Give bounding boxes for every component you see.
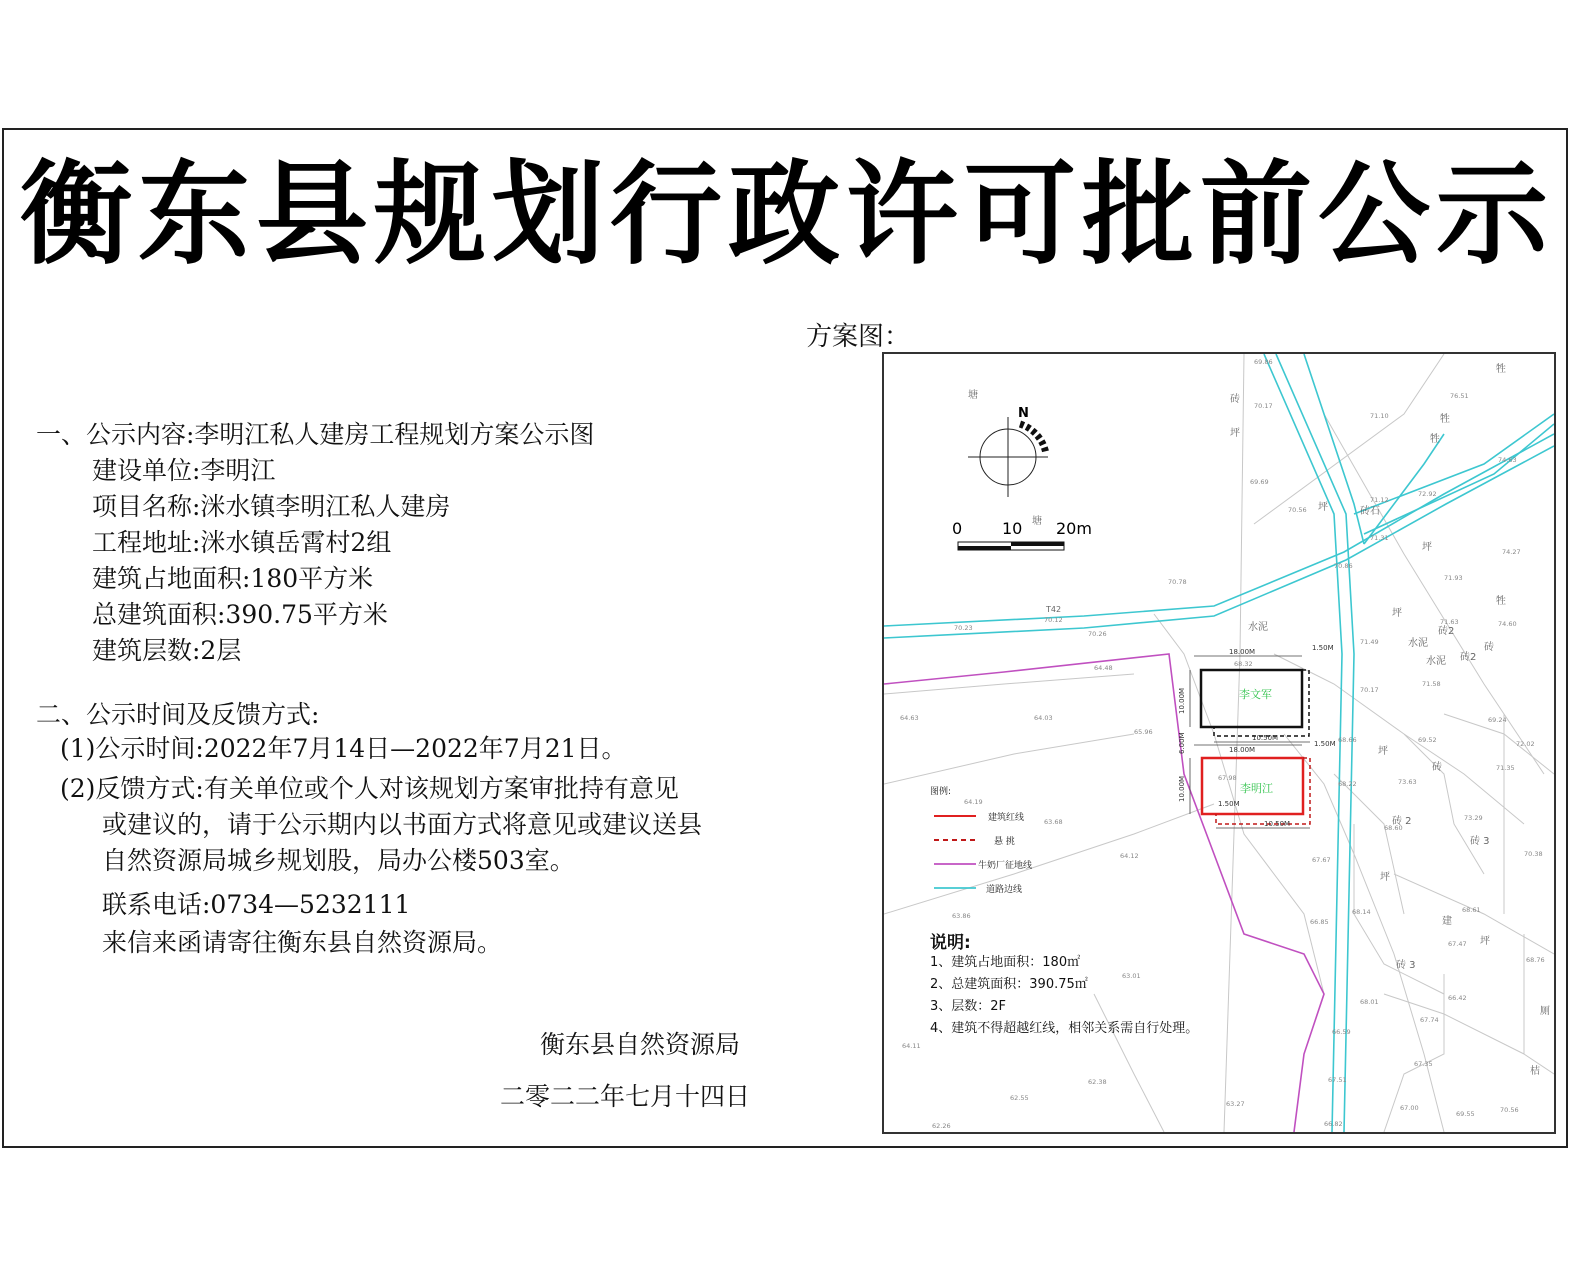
legend-title: 图例: [930,787,952,797]
scale-0: 0 [952,519,963,538]
svg-text:71.93: 71.93 [1444,574,1463,582]
svg-text:砖石: 砖石 [1360,506,1380,517]
svg-text:70.78: 70.78 [1168,578,1187,586]
svg-text:砖: 砖 [1230,394,1240,405]
dim-label: 18.00M [1229,648,1256,656]
svg-text:水泥: 水泥 [1248,622,1268,633]
road-edges [884,354,1554,1132]
svg-text:64.11: 64.11 [902,1042,921,1050]
svg-text:68.01: 68.01 [1360,998,1379,1006]
svg-text:63.27: 63.27 [1226,1100,1245,1108]
svg-text:坪: 坪 [1378,746,1388,757]
svg-text:坪: 坪 [1392,608,1402,619]
svg-text:68.61: 68.61 [1462,906,1481,914]
svg-text:砖2: 砖2 [1438,626,1455,637]
svg-text:69.52: 69.52 [1418,736,1437,744]
dim-label: 18.00M [1229,746,1256,754]
dimension-lines [1190,656,1310,828]
legend-item-road-edge: 道路边线 [986,885,1023,895]
svg-text:69.55: 69.55 [1456,1110,1475,1118]
dim-label: 1.50M [1218,800,1240,808]
svg-text:71.49: 71.49 [1360,638,1379,646]
dim-label: 10.00M [1178,775,1186,802]
svg-text:62.38: 62.38 [1088,1078,1107,1086]
legend-item-overhang: 悬 挑 [994,837,1015,847]
svg-text:62.26: 62.26 [932,1122,951,1130]
dim-label: 10.50M [1264,820,1291,828]
scale-bar [952,519,1092,550]
svg-text:70.17: 70.17 [1254,402,1273,410]
note-1: 1、建筑占地面积：180㎡ [930,955,1081,970]
svg-text:坪: 坪 [1422,542,1432,553]
dim-label: 6.00M [1178,732,1186,754]
svg-text:67.74: 67.74 [1420,1016,1439,1024]
north-label: N [1018,406,1029,421]
issue-date: 二零二二年七月十四日 [500,1082,751,1111]
svg-text:68.32: 68.32 [1234,660,1253,668]
svg-text:76.51: 76.51 [1450,392,1469,400]
applicant-building [1202,758,1310,824]
info-floors: 建筑层数:2层 [92,636,242,665]
svg-text:69.24: 69.24 [1488,716,1507,724]
svg-text:牲: 牲 [1496,364,1506,375]
svg-text:71.10: 71.10 [1370,412,1389,420]
svg-text:63.68: 63.68 [1044,818,1063,826]
svg-text:牲: 牲 [1440,414,1450,425]
svg-text:71.58: 71.58 [1422,680,1441,688]
svg-text:72.02: 72.02 [1516,740,1535,748]
svg-text:砖 2: 砖 2 [1392,816,1412,827]
legend-item-dairy-line: 牛奶厂征地线 [978,861,1033,871]
svg-text:砖 3: 砖 3 [1396,960,1416,971]
svg-text:68.60: 68.60 [1384,824,1403,832]
note-3: 3、层数：2F [930,999,1007,1014]
svg-text:74.60: 74.60 [1498,620,1517,628]
dairy-boundary-line [884,654,1324,1132]
svg-text:63.86: 63.86 [952,912,971,920]
scale-20: 20m [1056,519,1092,538]
contact-phone: 联系电话:0734—5232111 [102,890,411,919]
svg-text:69.69: 69.69 [1250,478,1269,486]
svg-text:68.66: 68.66 [1338,736,1357,744]
svg-text:64.03: 64.03 [1034,714,1053,722]
svg-text:70.23: 70.23 [954,624,973,632]
svg-text:66.85: 66.85 [1310,918,1329,926]
svg-text:73.29: 73.29 [1464,814,1483,822]
notice-period: (1)公示时间:2022年7月14日—2022年7月21日。 [60,734,627,763]
svg-text:68.14: 68.14 [1352,908,1371,916]
neighbor-owner-label: 李文军 [1239,688,1272,701]
feedback-line-3: 自然资源局城乡规划股，局办公楼503室。 [102,846,575,875]
svg-text:70.56: 70.56 [1288,506,1307,514]
svg-text:砖 3: 砖 3 [1470,836,1490,847]
svg-text:63.01: 63.01 [1122,972,1141,980]
dim-label: 10.50M [1252,734,1279,742]
note-2: 2、总建筑面积：390.75㎡ [930,977,1088,992]
svg-text:68.22: 68.22 [1338,780,1357,788]
svg-text:68.76: 68.76 [1526,956,1545,964]
svg-text:牲: 牲 [1430,434,1440,445]
info-address: 工程地址:洣水镇岳霄村2组 [92,528,392,557]
page-title: 衡东县规划行政许可批前公示 [20,150,1554,280]
svg-text:66.82: 66.82 [1324,1120,1343,1128]
svg-text:67.98: 67.98 [1218,774,1237,782]
terrain-lines [884,354,1554,1132]
plan-label: 方案图： [806,322,911,352]
svg-text:坪: 坪 [1230,428,1240,439]
svg-text:62.55: 62.55 [1010,1094,1029,1102]
svg-text:砖2: 砖2 [1460,652,1477,663]
info-project-name: 项目名称:洣水镇李明江私人建房 [92,492,451,521]
svg-text:66.42: 66.42 [1448,994,1467,1002]
info-builder: 建设单位:李明江 [92,456,276,485]
applicant-owner-label: 李明江 [1240,782,1273,795]
svg-text:64.19: 64.19 [964,798,983,806]
svg-text:70.38: 70.38 [1524,850,1543,858]
svg-text:66.59: 66.59 [1332,1028,1351,1036]
legend-item-red-line: 建筑红线 [988,813,1025,823]
section2-heading: 二、公示时间及反馈方式: [36,700,320,729]
svg-text:67.47: 67.47 [1448,940,1467,948]
svg-text:坪: 坪 [1480,936,1490,947]
svg-text:塘: 塘 [968,390,978,401]
dim-label: 1.50M [1314,740,1336,748]
svg-text:65.96: 65.96 [1134,728,1153,736]
svg-text:64.63: 64.63 [900,714,919,722]
svg-text:水泥: 水泥 [1408,638,1428,649]
svg-text:坪: 坪 [1380,872,1390,883]
svg-text:67.00: 67.00 [1400,1104,1419,1112]
svg-text:牲: 牲 [1496,596,1506,607]
svg-text:69.86: 69.86 [1254,358,1273,366]
svg-text:67.67: 67.67 [1312,856,1331,864]
mail-address: 来信来函请寄往衡东县自然资源局。 [102,928,503,957]
svg-text:71.31: 71.31 [1370,534,1389,542]
compass [968,406,1048,497]
svg-text:T42: T42 [1046,605,1062,614]
svg-text:70.12: 70.12 [1044,616,1063,624]
site-plan-map [882,352,1556,1134]
svg-text:砖: 砖 [1432,762,1442,773]
svg-text:67.35: 67.35 [1414,1060,1433,1068]
svg-text:71.63: 71.63 [1440,618,1459,626]
svg-text:70.56: 70.56 [1500,1106,1519,1114]
dim-label: 10.00M [1178,687,1186,714]
svg-text:建: 建 [1442,916,1452,927]
notes-title: 说明: [930,933,971,953]
svg-text:70.26: 70.26 [1088,630,1107,638]
svg-text:74.63: 74.63 [1498,456,1517,464]
info-footprint: 建筑占地面积:180平方米 [92,564,374,593]
scale-10: 10 [1002,519,1023,538]
svg-text:70.17: 70.17 [1360,686,1379,694]
svg-text:塘: 塘 [1032,516,1042,527]
feedback-line-1: (2)反馈方式:有关单位或个人对该规划方案审批持有意见 [60,774,679,803]
info-total-area: 总建筑面积:390.75平方米 [92,600,388,629]
svg-text:水泥: 水泥 [1426,656,1446,667]
elevation-labels [900,358,1545,1130]
note-4: 4、建筑不得超越红线，相邻关系需自行处理。 [930,1021,1199,1036]
feedback-line-2: 或建议的，请于公示期内以书面方式将意见或建议送县 [102,810,703,839]
issuer: 衡东县自然资源局 [540,1030,741,1059]
svg-text:71.12: 71.12 [1370,496,1389,504]
svg-text:厕: 厕 [1540,1006,1550,1017]
svg-text:72.92: 72.92 [1418,490,1437,498]
svg-text:74.27: 74.27 [1502,548,1521,556]
svg-text:73.63: 73.63 [1398,778,1417,786]
svg-text:砖: 砖 [1484,642,1494,653]
svg-text:70.86: 70.86 [1334,562,1353,570]
neighbor-building [1201,670,1309,736]
section1-heading: 一、公示内容:李明江私人建房工程规划方案公示图 [36,420,595,449]
dim-label: 1.50M [1312,644,1334,652]
svg-text:67.51: 67.51 [1328,1076,1347,1084]
svg-text:71.35: 71.35 [1496,764,1515,772]
svg-text:桔: 桔 [1530,1066,1540,1077]
svg-text:坪: 坪 [1318,502,1328,513]
svg-text:64.12: 64.12 [1120,852,1139,860]
svg-text:64.48: 64.48 [1094,664,1113,672]
map-notes [930,932,1198,1036]
